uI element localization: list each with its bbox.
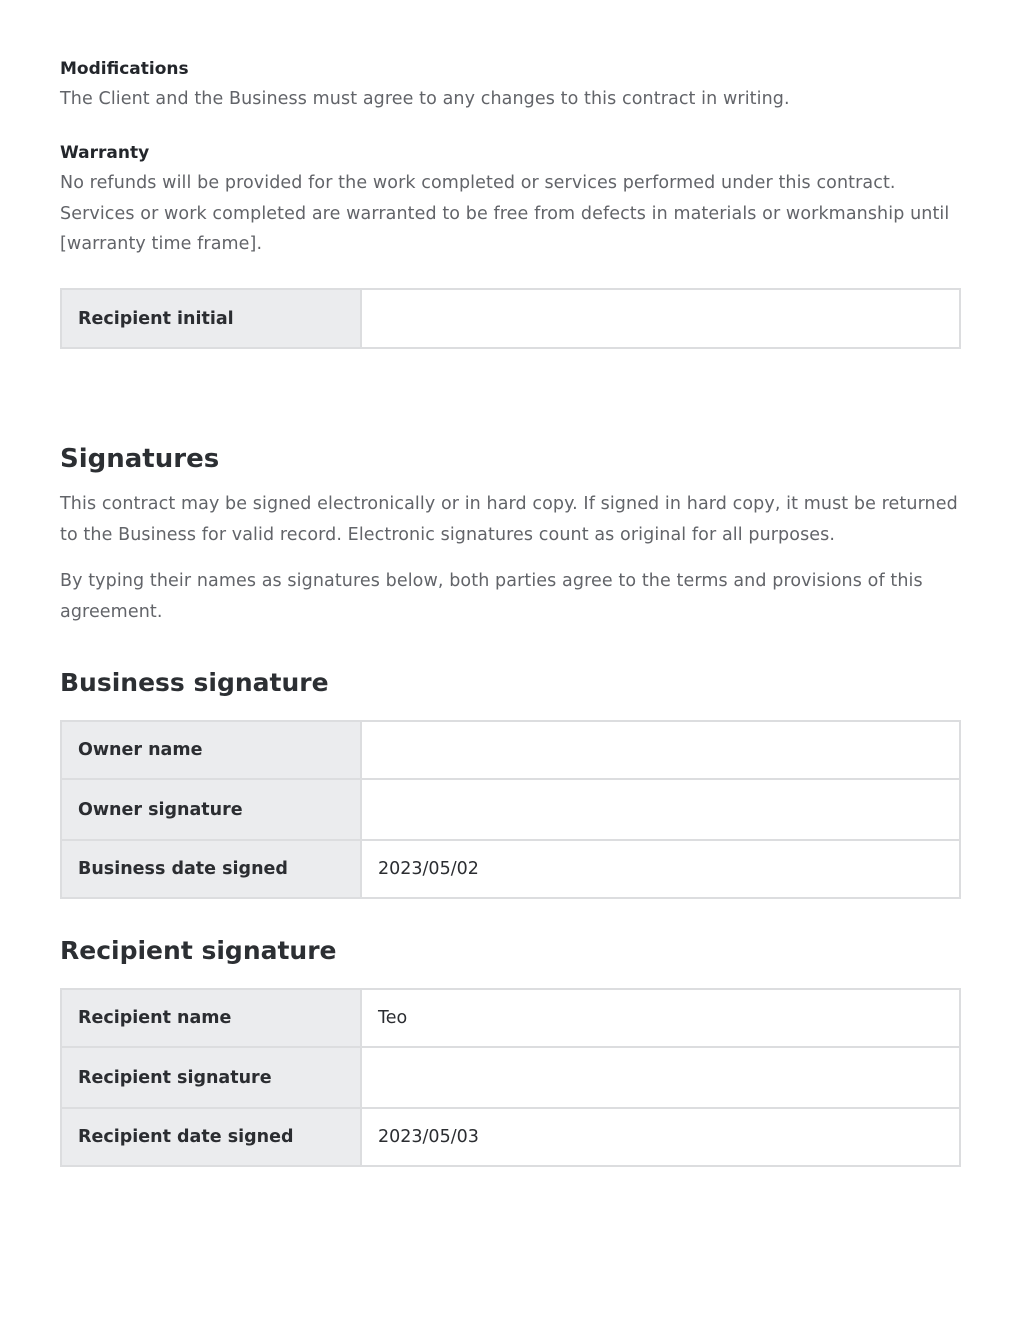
recipient-signature-label: Recipient signature [61,1047,361,1108]
recipient-initial-table [60,288,961,349]
owner-signature-field[interactable] [361,779,960,840]
business-signature-table [60,720,961,899]
table-row [61,989,960,1047]
modifications-text: The Client and the Business must agree to any changes to this contract in writing. [60,89,790,109]
modifications-title: Modifications [60,59,189,79]
recipient-initial-field[interactable] [361,289,960,348]
business-date-signed-label: Business date signed [61,840,361,898]
recipient-date-signed-field[interactable]: 2023/05/03 [361,1108,960,1166]
owner-name-label: Owner name [61,721,361,779]
recipient-signature-field[interactable] [361,1047,960,1108]
modifications-clause [60,58,961,115]
table-row [61,779,960,840]
table-row [61,1108,960,1166]
warranty-text: No refunds will be provided for the work completed or services performed under this contract. Services or work completed are warranted to be free from defects in materials or workmanship until [warranty time frame]. [60,173,950,254]
owner-signature-label: Owner signature [61,779,361,840]
business-date-signed-field[interactable]: 2023/05/02 [361,840,960,898]
owner-name-field[interactable] [361,721,960,779]
recipient-name-label: Recipient name [61,989,361,1047]
recipient-signature-heading: Recipient signature [60,936,337,965]
warranty-title: Warranty [60,143,150,163]
business-signature-heading: Business signature [60,668,329,697]
recipient-date-signed-label: Recipient date signed [61,1108,361,1166]
table-row [61,1047,960,1108]
signatures-paragraph-2: By typing their names as signatures below, both parties agree to the terms and provisions of this agreement. [60,571,923,622]
warranty-clause [60,142,961,260]
table-row [61,840,960,898]
table-row [61,721,960,779]
signatures-section [60,442,961,627]
signatures-heading: Signatures [60,444,220,474]
signatures-paragraph-1: This contract may be signed electronically or in hard copy. If signed in hard copy, it must be returned to the Business for valid record. Electronic signatures count as original for all purposes. [60,494,958,545]
recipient-initial-label: Recipient initial [61,289,361,348]
recipient-name-field[interactable]: Teo [361,989,960,1047]
recipient-signature-table [60,988,961,1167]
table-row [61,289,960,348]
